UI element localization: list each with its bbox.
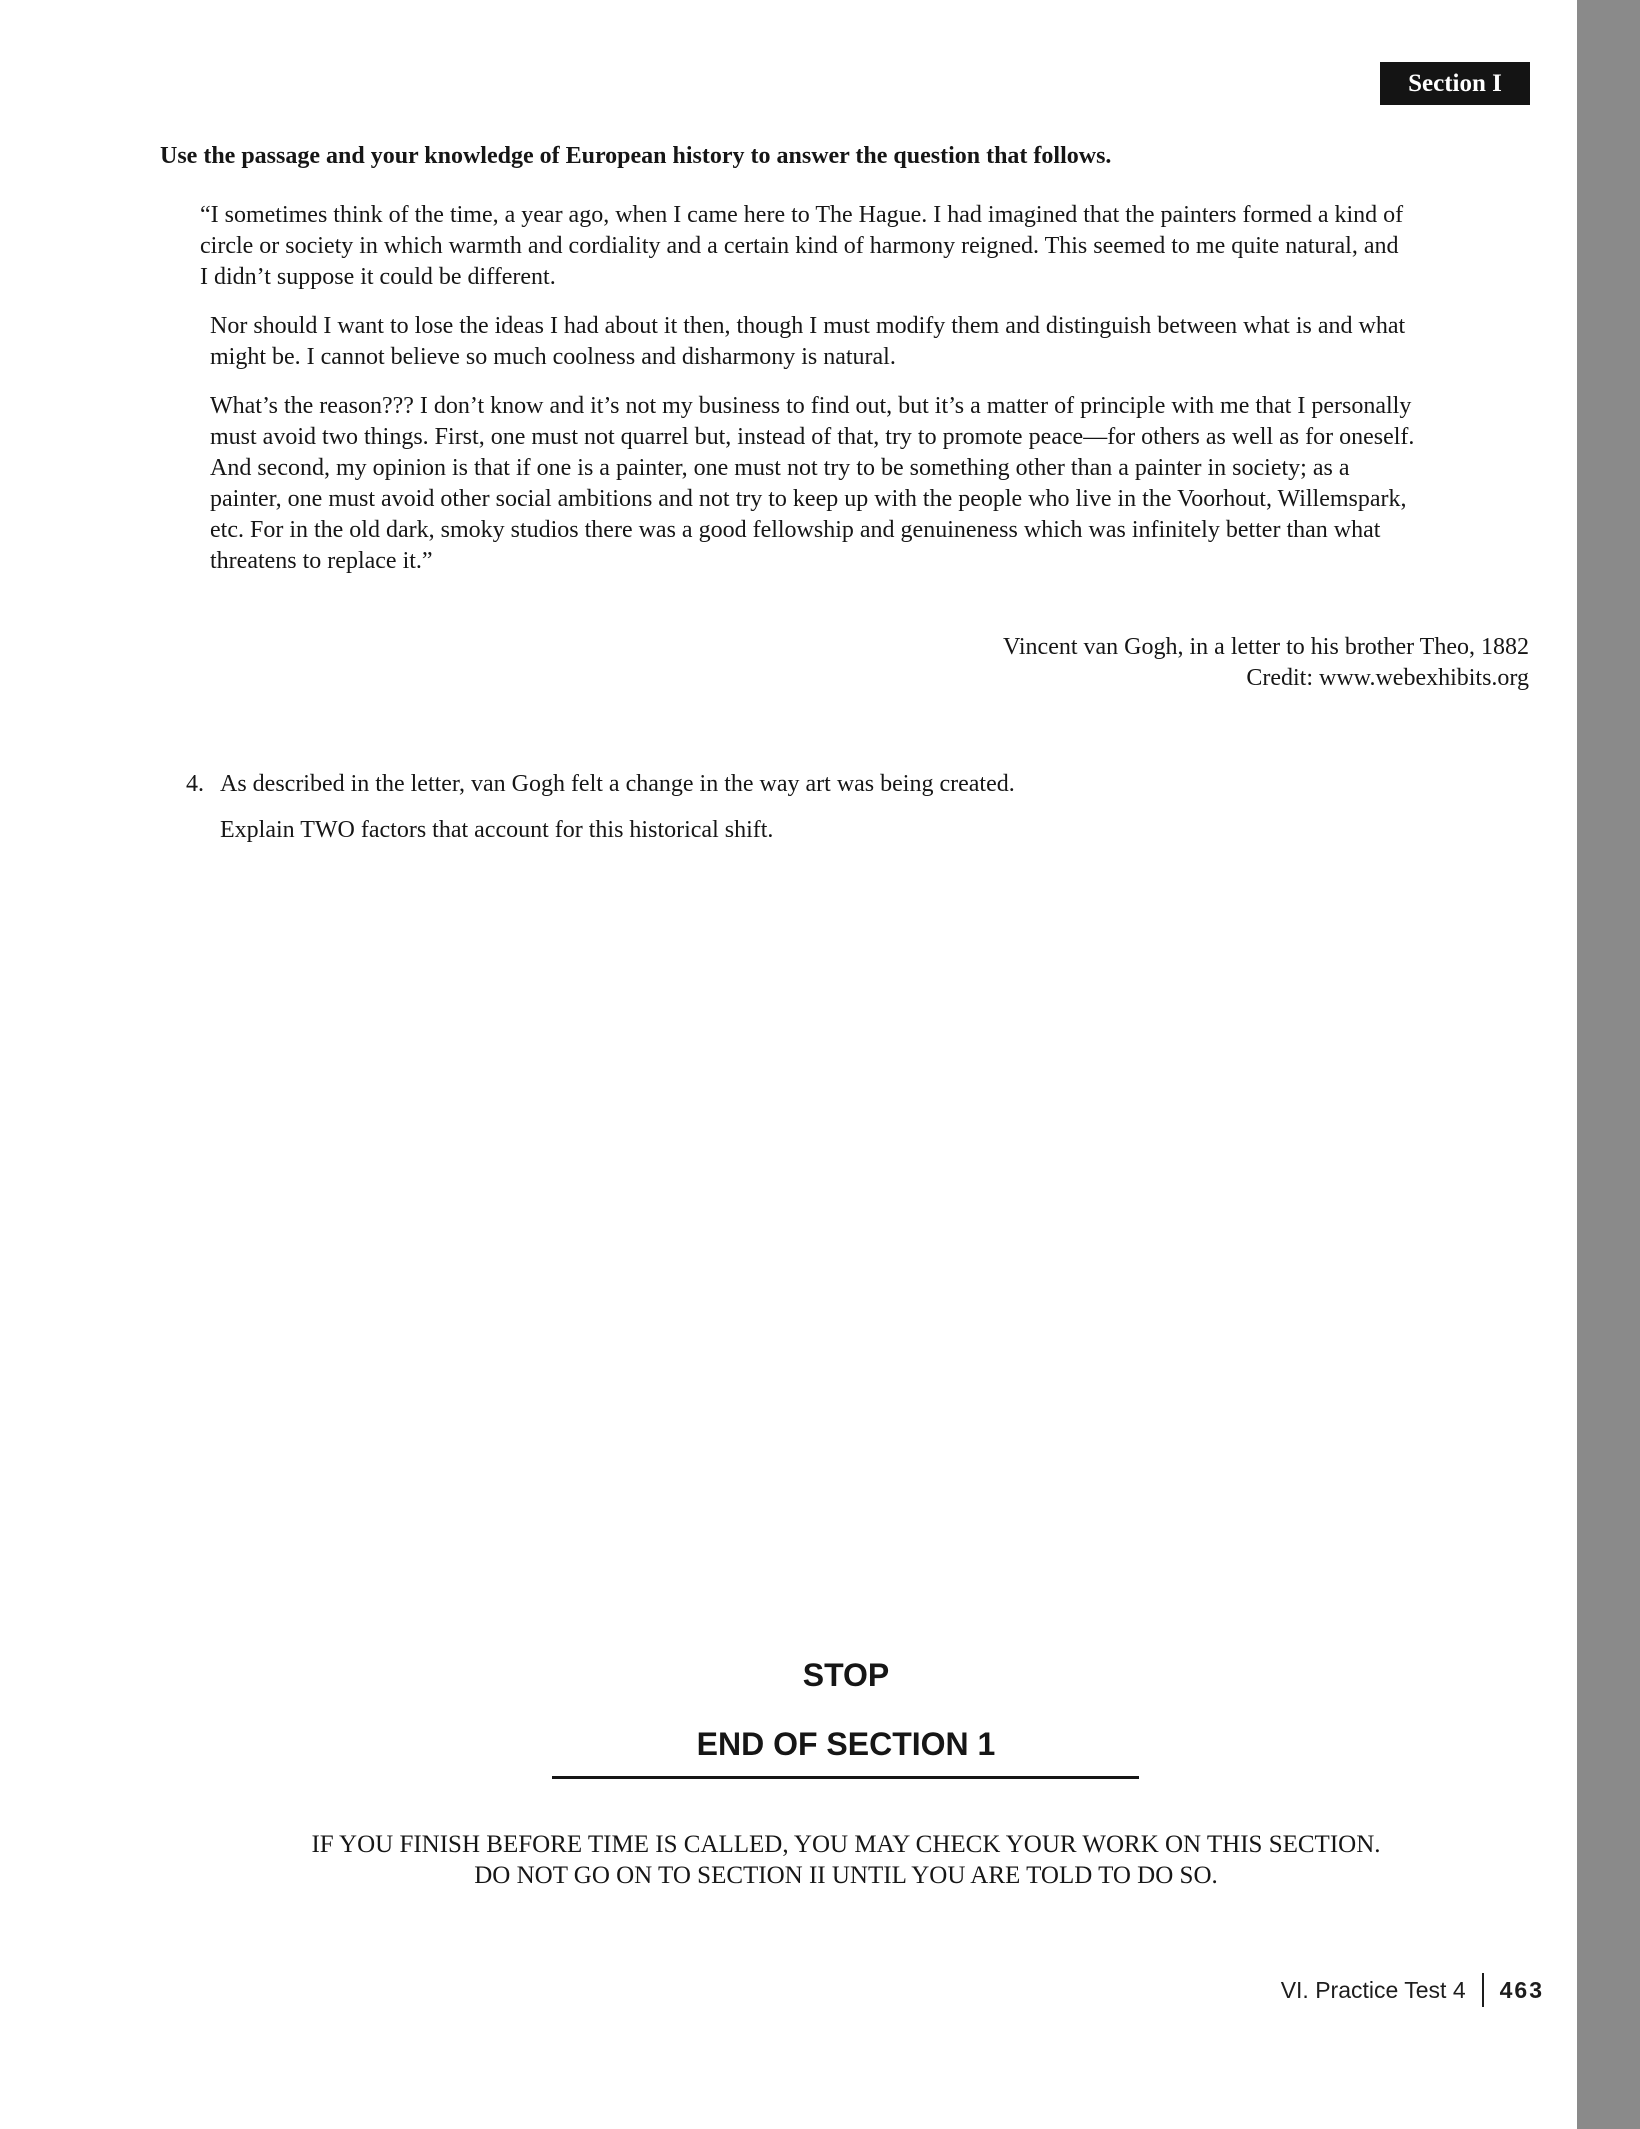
passage-line: What’s the reason??? I don’t know and it’s not my business to find out, but it’s a matter of principle with me that I personally	[210, 393, 1412, 419]
passage-line: painter, one must avoid other social ambitions and not try to keep up with the people who live in the Voorhout, Willemspark,	[210, 486, 1407, 512]
question	[186, 769, 1015, 800]
finish-note	[0, 1829, 1640, 1891]
passage-line: threatens to replace it.”	[210, 548, 433, 574]
passage-line: etc. For in the old dark, smoky studios there was a good fellowship and genuineness which was infinitely better than what	[210, 517, 1381, 543]
end-of-section-heading: END OF SECTION 1	[696, 1726, 996, 1762]
finish-note-line: DO NOT GO ON TO SECTION II UNTIL YOU ARE TOLD TO DO SO.	[474, 1862, 1218, 1889]
end-divider	[552, 1776, 1139, 1779]
passage	[200, 200, 1540, 577]
passage-line: must avoid two things. First, one must not quarrel but, instead of that, try to promote peace—for others as well as for oneself.	[210, 424, 1415, 450]
section-tab: Section I	[1380, 62, 1530, 105]
question-prompt: Explain TWO factors that account for this historical shift.	[220, 817, 774, 843]
finish-note-line: IF YOU FINISH BEFORE TIME IS CALLED, YOU MAY CHECK YOUR WORK ON THIS SECTION.	[311, 1831, 1381, 1858]
question-number: 4.	[186, 771, 204, 797]
passage-line: might be. I cannot believe so much coolness and disharmony is natural.	[210, 344, 896, 370]
passage-paragraph	[210, 311, 1540, 373]
passage-paragraph	[200, 200, 1540, 293]
passage-line: Nor should I want to lose the ideas I had about it then, though I must modify them and distinguish between what is and what	[210, 313, 1406, 339]
question-text: As described in the letter, van Gogh felt a change in the way art was being created.	[220, 771, 1015, 797]
instructions: Use the passage and your knowledge of European history to answer the question that follows.	[160, 143, 1112, 169]
passage-line: “I sometimes think of the time, a year ago, when I came here to The Hague. I had imagined that the painters formed a kind of	[200, 202, 1404, 228]
page-edge-tab	[1577, 0, 1640, 2129]
running-title: VI. Practice Test 4	[1280, 1977, 1466, 2003]
page-footer	[1281, 1973, 1544, 2007]
stop-heading: STOP	[802, 1657, 890, 1693]
attribution-source: Vincent van Gogh, in a letter to his brother Theo, 1882	[1003, 634, 1529, 660]
page-number: 463	[1499, 1977, 1544, 2003]
passage-attribution	[1003, 632, 1529, 694]
passage-paragraph	[210, 391, 1540, 577]
footer-divider	[1482, 1973, 1484, 2007]
attribution-credit: Credit: www.webexhibits.org	[1246, 665, 1529, 691]
passage-line: circle or society in which warmth and cordiality and a certain kind of harmony reigned. This seemed to me quite natural, and	[200, 233, 1399, 259]
passage-line: And second, my opinion is that if one is a painter, one must not try to be something other than a painter in society; as a	[210, 455, 1350, 481]
passage-line: I didn’t suppose it could be different.	[200, 264, 556, 290]
